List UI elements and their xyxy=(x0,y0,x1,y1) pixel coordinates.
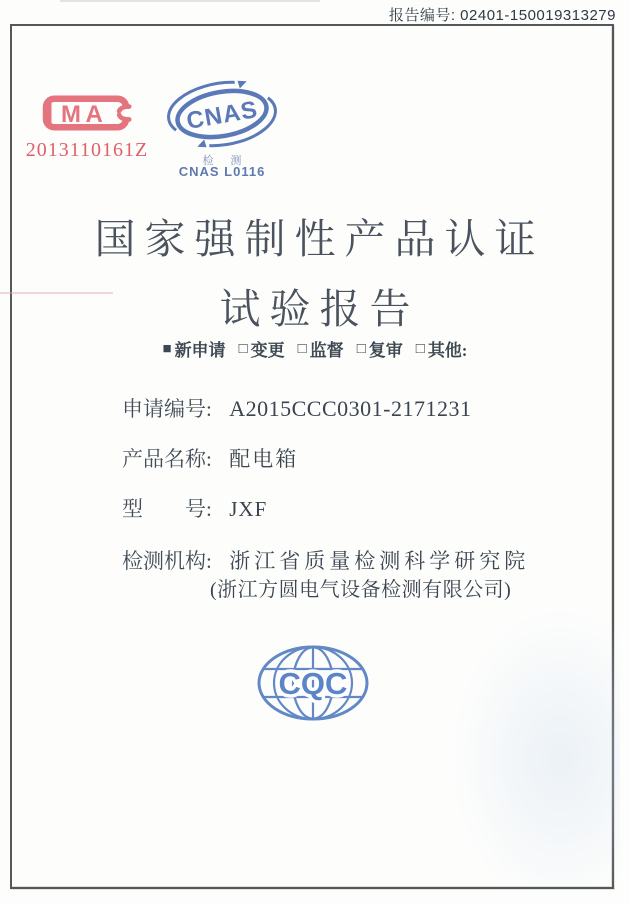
checkbox-empty-icon: □ xyxy=(415,341,425,357)
checkbox-empty-icon: □ xyxy=(238,341,248,357)
checkbox-change xyxy=(239,336,285,361)
cma-logo-letters: MA xyxy=(60,101,108,129)
application-type-row xyxy=(0,336,630,361)
field-value: 浙江省质量检测科学研究院 xyxy=(229,549,530,573)
scan-artifact-top xyxy=(60,0,320,2)
field-test-organization xyxy=(122,545,529,575)
checkbox-empty-icon: □ xyxy=(356,341,366,357)
cqc-logo-letters: CQC xyxy=(278,666,348,701)
field-value: JXF xyxy=(229,497,268,521)
cqc-logo-icon xyxy=(254,642,372,736)
field-model xyxy=(122,493,267,523)
cma-certificate-number: 2013110161Z xyxy=(25,139,149,161)
scan-artifact-line xyxy=(0,292,113,294)
document-title-line1: 国家强制性产品认证 xyxy=(94,216,545,262)
field-test-organization-line2: (浙江方圆电气设备检测有限公司) xyxy=(210,579,512,601)
checkbox-filled-icon: ■ xyxy=(162,341,172,357)
cnas-accreditation-number: CNAS L0116 xyxy=(178,164,266,179)
field-product-name xyxy=(122,443,298,473)
checkbox-label: 监督 xyxy=(309,341,344,360)
report-number xyxy=(389,4,616,25)
report-number-label: 报告编号: xyxy=(388,7,456,24)
cnas-logo-letters: CNAS xyxy=(184,95,261,136)
field-label: 检测机构: xyxy=(122,549,212,573)
field-label: 型 号: xyxy=(122,497,212,521)
cnas-logo-icon xyxy=(166,76,278,152)
checkbox-label: 其他: xyxy=(427,341,468,360)
field-value: 配电箱 xyxy=(229,447,299,471)
cma-logo-icon xyxy=(40,92,132,134)
report-number-value: 02401-150019313279 xyxy=(460,7,616,24)
cnas-caption: 检 测 xyxy=(202,155,249,167)
checkbox-label: 变更 xyxy=(250,341,285,360)
checkbox-label: 复审 xyxy=(368,341,403,360)
field-value: A2015CCC0301-2171231 xyxy=(229,396,472,421)
field-label: 产品名称: xyxy=(122,447,212,471)
checkbox-label: 新申请 xyxy=(174,341,226,360)
checkbox-new-application xyxy=(163,336,226,361)
field-label: 申请编号: xyxy=(122,397,212,421)
field-application-number xyxy=(122,393,472,423)
checkbox-review xyxy=(357,336,403,361)
document-title-line2: 试验报告 xyxy=(219,286,420,332)
checkbox-empty-icon: □ xyxy=(297,341,307,357)
checkbox-other xyxy=(416,336,468,361)
checkbox-supervision xyxy=(298,336,344,361)
